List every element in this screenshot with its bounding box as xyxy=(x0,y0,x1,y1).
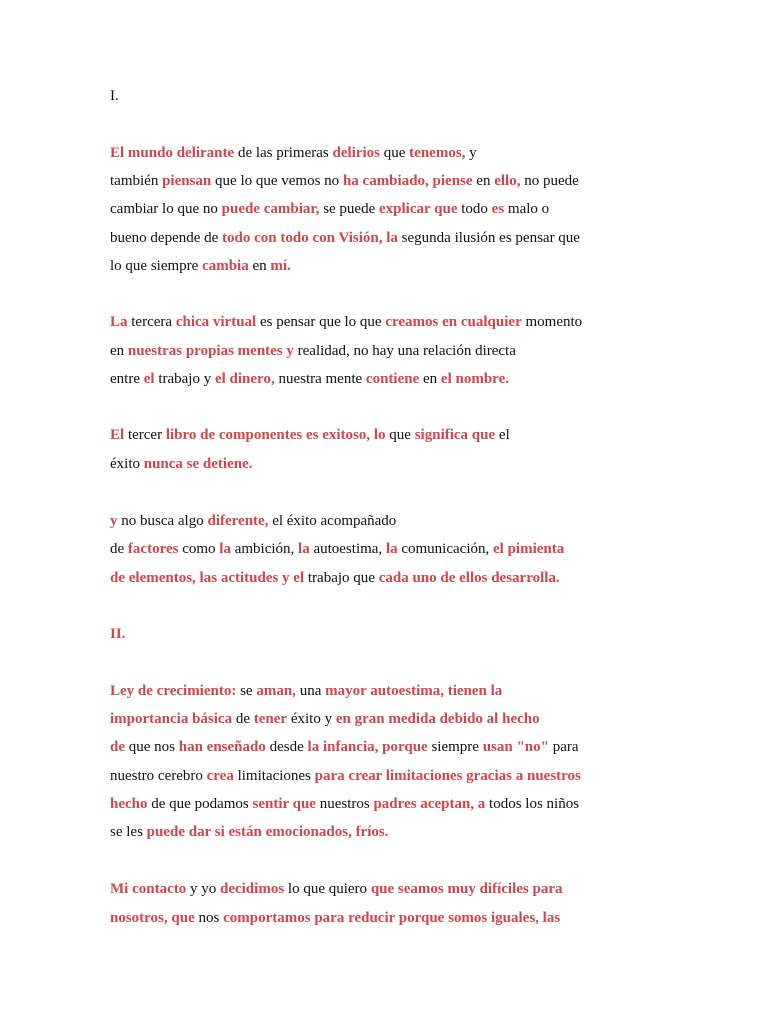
highlighted-text: creamos en cualquier xyxy=(385,314,522,330)
highlighted-text: cada uno de ellos desarrolla. xyxy=(378,570,560,586)
text-line xyxy=(110,256,291,276)
text-segment: ambición, xyxy=(230,541,299,557)
text-segment: en xyxy=(110,343,128,359)
text-line xyxy=(110,199,549,219)
text-line xyxy=(110,369,509,389)
text-segment: todos los niños xyxy=(485,796,580,812)
text-line xyxy=(110,822,389,842)
text-segment: tercer xyxy=(124,427,166,443)
highlighted-text: hecho xyxy=(110,796,148,812)
text-segment: siempre xyxy=(427,739,483,755)
highlighted-text: el nombre. xyxy=(440,371,509,387)
text-line xyxy=(110,454,253,474)
highlighted-text: todo con todo con Visión, la xyxy=(222,230,398,246)
highlighted-text: es xyxy=(491,201,505,217)
highlighted-text: nosotros, que xyxy=(110,910,195,926)
highlighted-text: mí. xyxy=(270,258,291,274)
text-segment: de las primeras xyxy=(234,145,333,161)
highlighted-text: significa que xyxy=(414,427,496,443)
highlighted-text: tener xyxy=(253,711,288,727)
text-line xyxy=(110,312,582,332)
text-line xyxy=(110,539,564,559)
text-line xyxy=(110,709,540,729)
text-segment: malo o xyxy=(504,201,550,217)
text-line xyxy=(110,425,510,445)
highlighted-text: delirios xyxy=(332,145,380,161)
text-segment: se puede xyxy=(319,201,379,217)
highlighted-text: ha cambiado, piense xyxy=(342,173,473,189)
text-segment: que xyxy=(385,427,415,443)
highlighted-text: han enseñado xyxy=(178,739,266,755)
text-line xyxy=(110,568,560,588)
highlighted-text: El xyxy=(110,427,125,443)
highlighted-text: crea xyxy=(206,768,234,784)
highlighted-text: cambia xyxy=(202,258,249,274)
highlighted-text: comportamos para reducir porque somos iguales, las xyxy=(223,910,561,926)
highlighted-text: libro de componentes es exitoso, lo xyxy=(165,427,386,443)
text-segment: de xyxy=(232,711,254,727)
text-segment: en xyxy=(472,173,495,189)
highlighted-text: en gran medida debido al hecho xyxy=(335,711,540,727)
highlighted-text: y xyxy=(110,513,118,529)
text-segment: se les xyxy=(110,824,147,840)
text-segment: momento xyxy=(521,314,583,330)
highlighted-text: Mi contacto xyxy=(110,881,187,897)
text-segment: y yo xyxy=(186,881,220,897)
text-segment: para xyxy=(548,739,579,755)
text-segment: lo que siempre xyxy=(110,258,203,274)
text-segment: que lo que vemos no xyxy=(211,173,343,189)
highlighted-text: ello, xyxy=(494,173,521,189)
highlighted-text: padres aceptan, a xyxy=(373,796,486,812)
highlighted-text: aman, xyxy=(256,683,296,699)
text-segment: tercera xyxy=(127,314,176,330)
highlighted-text: diferente, xyxy=(207,513,269,529)
text-segment: bueno depende de xyxy=(110,230,223,246)
text-line xyxy=(110,86,119,106)
text-segment: en xyxy=(419,371,441,387)
highlighted-text: de xyxy=(110,739,125,755)
highlighted-text: de elementos, las actitudes y el xyxy=(110,570,305,586)
text-segment: trabajo y xyxy=(154,371,215,387)
highlighted-text: para crear limitaciones gracias a nuestros xyxy=(314,768,581,784)
highlighted-text: usan "no" xyxy=(482,739,549,755)
text-segment: nuestra mente xyxy=(274,371,366,387)
highlighted-text: puede cambiar, xyxy=(221,201,320,217)
text-segment: lo que quiero xyxy=(284,881,371,897)
text-segment: que nos xyxy=(125,739,179,755)
highlighted-text: nuestras propias mentes y xyxy=(127,343,294,359)
highlighted-text: el dinero, xyxy=(214,371,275,387)
text-segment: de xyxy=(110,541,128,557)
highlighted-text: piensan xyxy=(162,173,212,189)
text-segment: nuestros xyxy=(315,796,374,812)
highlighted-text: sentir que xyxy=(252,796,316,812)
text-line xyxy=(110,511,396,531)
highlighted-text: importancia básica xyxy=(110,711,233,727)
text-segment: entre xyxy=(110,371,144,387)
text-line xyxy=(110,766,581,786)
text-segment: se xyxy=(236,683,257,699)
text-segment: éxito xyxy=(110,456,144,472)
text-segment: una xyxy=(295,683,326,699)
text-segment: I. xyxy=(110,88,119,104)
highlighted-text: la xyxy=(298,541,310,557)
text-line xyxy=(110,908,560,928)
text-segment: nuestro cerebro xyxy=(110,768,207,784)
highlighted-text: el pimienta xyxy=(493,541,565,557)
highlighted-text: la xyxy=(385,541,398,557)
text-segment: y xyxy=(465,145,477,161)
text-segment: nos xyxy=(194,910,224,926)
text-line xyxy=(110,228,580,248)
text-line xyxy=(110,171,579,191)
highlighted-text: II. xyxy=(110,626,126,642)
text-segment: autoestima, xyxy=(309,541,386,557)
highlighted-text: mayor autoestima, tienen la xyxy=(325,683,503,699)
highlighted-text: La xyxy=(110,314,128,330)
highlighted-text: la xyxy=(219,541,231,557)
text-segment: realidad, no hay una relación directa xyxy=(293,343,516,359)
highlighted-text: la infancia, porque xyxy=(307,739,428,755)
highlighted-text: que seamos muy difíciles para xyxy=(370,881,563,897)
text-line xyxy=(110,624,125,644)
highlighted-text: Ley de crecimiento: xyxy=(110,683,237,699)
highlighted-text: el xyxy=(143,371,155,387)
highlighted-text: contiene xyxy=(365,371,420,387)
highlighted-text: nunca se detiene. xyxy=(143,456,253,472)
text-segment: segunda ilusión es pensar que xyxy=(397,230,580,246)
text-segment: no puede xyxy=(520,173,579,189)
text-segment: en xyxy=(248,258,271,274)
text-line xyxy=(110,143,477,163)
text-segment: como xyxy=(178,541,220,557)
highlighted-text: decidimos xyxy=(219,881,285,897)
text-segment: limitaciones xyxy=(233,768,315,784)
text-segment: desde xyxy=(265,739,308,755)
highlighted-text: tenemos, xyxy=(409,145,466,161)
text-segment: comunicación, xyxy=(397,541,493,557)
text-segment: de que podamos xyxy=(147,796,253,812)
text-segment: éxito y xyxy=(287,711,336,727)
highlighted-text: chica virtual xyxy=(175,314,257,330)
text-segment: todo xyxy=(457,201,492,217)
text-segment: que xyxy=(380,145,410,161)
highlighted-text: explicar que xyxy=(379,201,458,217)
text-segment: trabajo que xyxy=(304,570,379,586)
text-segment: el xyxy=(495,427,510,443)
text-segment: no busca algo xyxy=(117,513,208,529)
text-line xyxy=(110,879,562,899)
text-line xyxy=(110,737,579,757)
text-segment: también xyxy=(110,173,163,189)
text-segment: el éxito acompañado xyxy=(268,513,397,529)
highlighted-text: puede dar si están emocionados, fríos. xyxy=(146,824,389,840)
highlighted-text: factores xyxy=(127,541,179,557)
text-line xyxy=(110,681,502,701)
text-segment: es pensar que lo que xyxy=(256,314,386,330)
text-line xyxy=(110,794,579,814)
text-line xyxy=(110,341,516,361)
highlighted-text: El mundo delirante xyxy=(110,145,235,161)
text-segment: cambiar lo que no xyxy=(110,201,222,217)
